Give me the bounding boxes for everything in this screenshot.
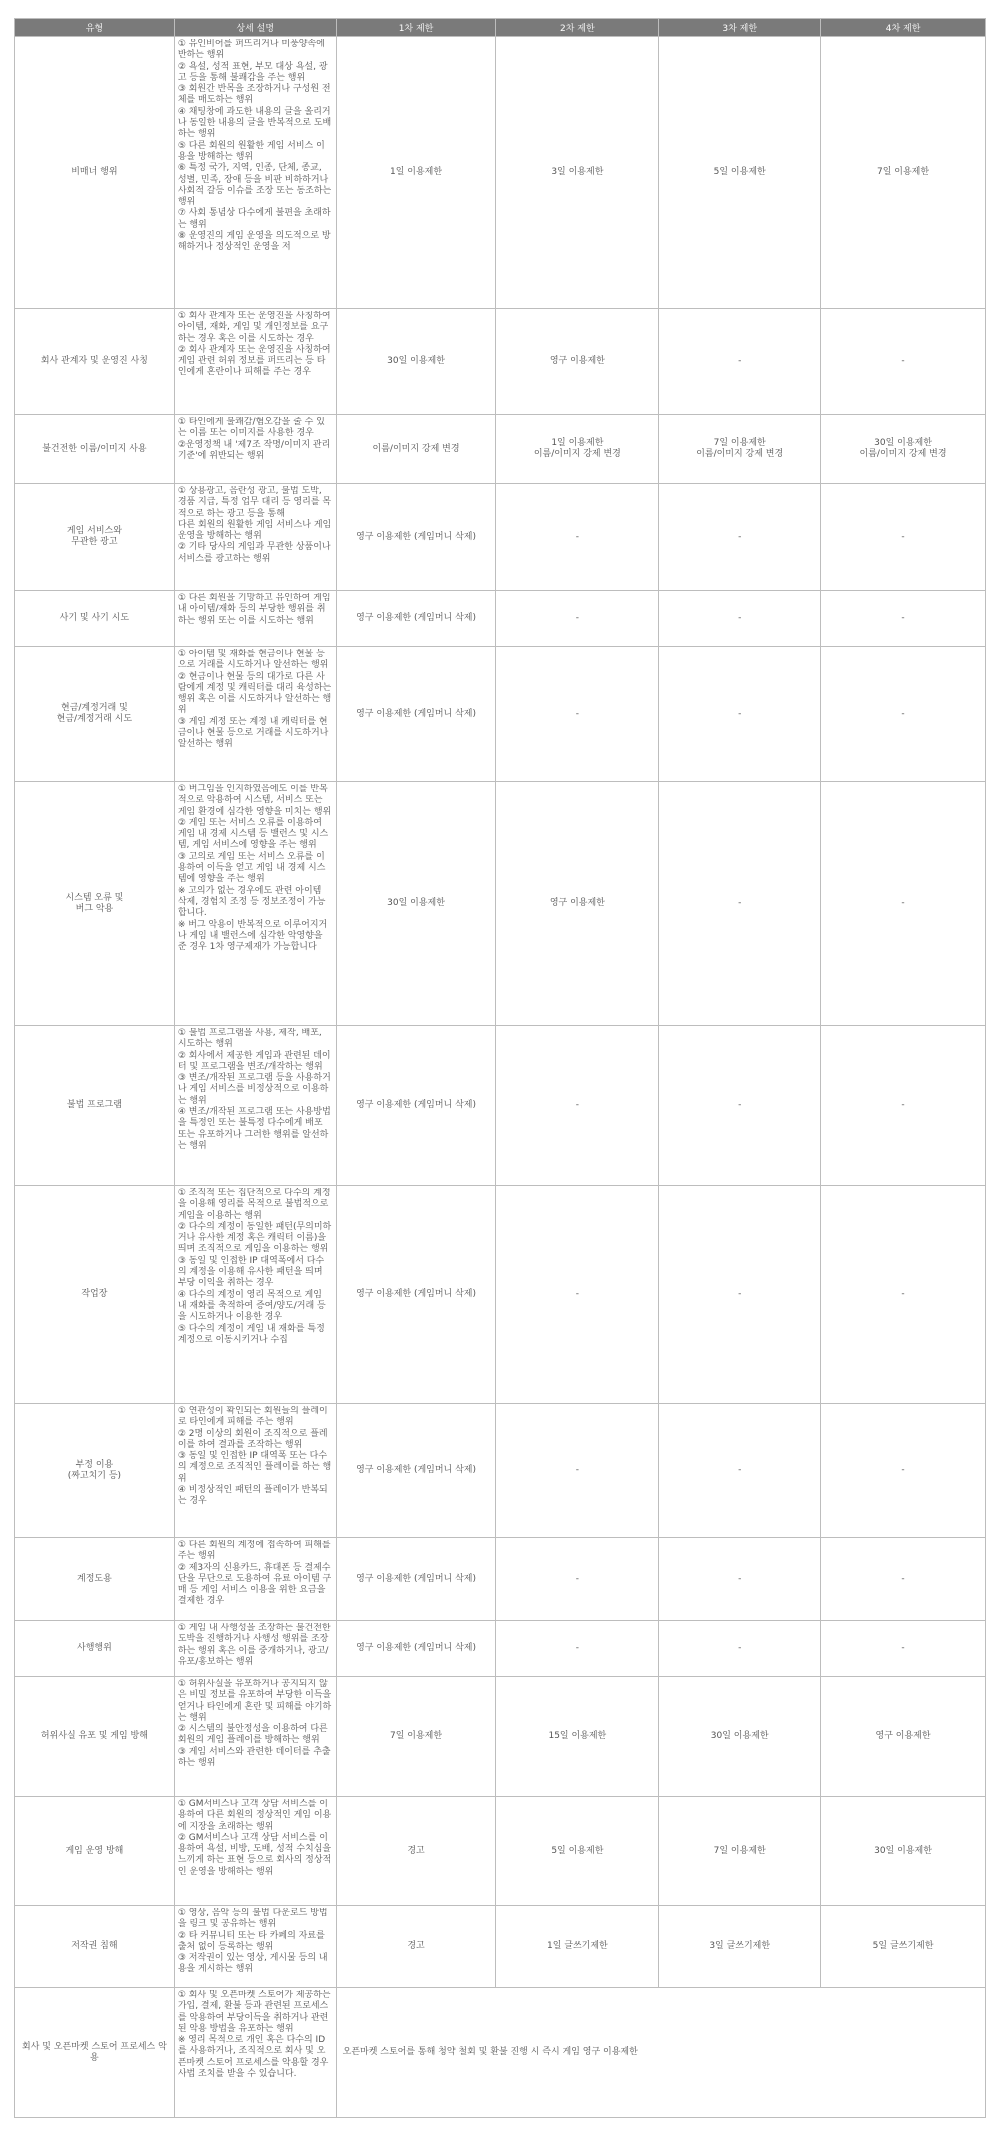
row-sanction-1: 30일 이용제한 <box>336 309 496 415</box>
row-sanction-1: 영구 이용제한 (게임머니 삭제) <box>336 591 496 647</box>
table-row <box>15 1906 986 1988</box>
row-sanction-1: 이름/이미지 강제 변경 <box>336 415 496 484</box>
table-row <box>15 782 986 1026</box>
row-sanction-4: 5일 글쓰기제한 <box>821 1906 986 1988</box>
row-sanction-3: - <box>659 484 821 591</box>
row-type: 계정도용 <box>15 1538 175 1621</box>
row-description: ① 회사 및 오픈마켓 스토어가 제공하는 가입, 결제, 환불 등과 관련된 프로세스를 악용하여 부당이득을 취하거나 관련된 악용 방법을 유포하는 행위 ※ 영리 목적으로 개인 혹은 다수의 ID를 사용하거나, 조직적으로 회사 및 오픈마켓 스토어 프로세스를 악용할 경우 사법 조치를 받을 수 있습니다. <box>177 1990 331 2080</box>
row-sanction-1: 영구 이용제한 (게임머니 삭제) <box>336 484 496 591</box>
row-description-cell <box>174 1404 336 1538</box>
header-first-sanction: 1차 제한 <box>336 19 496 37</box>
row-description-cell <box>174 1538 336 1621</box>
row-description: ① 다른 회원의 계정에 접속하여 피해를 주는 행위 ② 제3자의 신용카드, 휴대폰 등 결제수단을 무단으로 도용하여 유료 아이템 구매 등 게임 서비스 이용을 위한 요금을 결제한 경우 <box>177 1540 332 1607</box>
row-sanction-1: 영구 이용제한 (게임머니 삭제) <box>336 1404 496 1538</box>
row-type: 회사 및 오픈마켓 스토어 프로세스 악용 <box>15 1988 175 2118</box>
row-description-cell <box>174 1026 336 1186</box>
row-sanction-3: 30일 이용제한 <box>659 1677 821 1797</box>
row-description: ① 불법 프로그램을 사용, 제작, 배포, 시도하는 행위 ② 회사에서 제공한 게임과 관련된 데이터 및 프로그램을 변조/개작하는 행위 ③ 변조/개작된 프로그램 등을 사용하거나 게임 서비스를 비정상적으로 이용하는 행위 ④ 변조/개작된 프로그램 또는 사용방법을 특정인 또는 불특정 다수에게 배포 또는 유포하거나 그러한 행위를 알선하는 행위 <box>177 1028 331 1151</box>
table-row <box>15 309 986 415</box>
row-sanction-3: 7일 이용제한 이름/이미지 강제 변경 <box>659 415 821 484</box>
table-row <box>15 647 986 782</box>
row-sanction-4: - <box>821 1186 986 1404</box>
row-sanction-2: - <box>496 1404 659 1538</box>
row-description: ① GM서비스나 고객 상담 서비스를 이용하여 다른 회원의 정상적인 게임 이용에 지장을 초래하는 행위 ② GM서비스나 고객 상담 서비스를 이용하여 욕설, 비방, 도배, 성적 수치심을 느끼게 하는 표현 등으로 회사의 정상적인 운영을 방해하는 행위 <box>177 1799 332 1877</box>
table-row <box>15 1621 986 1677</box>
row-type: 회사 관계자 및 운영진 사칭 <box>15 309 175 415</box>
row-type: 불건전한 이름/이미지 사용 <box>15 415 175 484</box>
row-type: 사행행위 <box>15 1621 175 1677</box>
row-sanction-4: 30일 이용제한 이름/이미지 강제 변경 <box>821 415 986 484</box>
row-sanction-2: - <box>496 1026 659 1186</box>
row-type: 시스템 오류 및 버그 악용 <box>15 782 175 1026</box>
row-description-cell <box>174 1621 336 1677</box>
row-sanction-1: 7일 이용제한 <box>336 1677 496 1797</box>
row-sanction-3: - <box>659 309 821 415</box>
row-sanction-1: 영구 이용제한 (게임머니 삭제) <box>336 647 496 782</box>
row-sanction-2: 5일 이용제한 <box>496 1797 659 1906</box>
row-sanction-4: - <box>821 309 986 415</box>
row-sanction-2: 영구 이용제한 <box>496 309 659 415</box>
row-sanction-4: 영구 이용제한 <box>821 1677 986 1797</box>
row-sanction-1: 영구 이용제한 (게임머니 삭제) <box>336 1621 496 1677</box>
row-sanction-2: - <box>496 1186 659 1404</box>
table-row <box>15 484 986 591</box>
row-description-cell <box>174 1797 336 1906</box>
row-description-cell <box>174 647 336 782</box>
row-description-cell <box>174 37 336 309</box>
row-description: ① 연관성이 확인되는 회원들의 플레이로 타인에게 피해를 주는 행위 ② 2명 이상의 회원이 조직적으로 플레이를 하여 결과를 조작하는 행위 ③ 동일 및 인접한 IP 대역폭 또는 다수의 계정으로 조직적인 플레이를 하는 행위 ④ 비정상적인 패턴의 플레이가 반복되는 경우 <box>177 1406 332 1507</box>
row-description: ① 아이템 및 재화를 현금이나 현물 등으로 거래를 시도하거나 알선하는 행위 ② 현금이나 현물 등의 대가로 다른 사람에게 계정 및 캐릭터를 대리 육성하는 행위 혹은 이를 시도하거나 알선하는 행위 ③ 게임 계정 또는 계정 내 캐릭터를 현금이나 현물 등으로 거래를 시도하거나 알선하는 행위 <box>177 649 332 750</box>
row-sanction-3: 5일 이용제한 <box>659 37 821 309</box>
sanction-policy-table <box>14 18 986 2118</box>
row-type: 불법 프로그램 <box>15 1026 175 1186</box>
row-type: 현금/계정거래 및 현금/계정거래 시도 <box>15 647 175 782</box>
row-description: ① 게임 내 사행성을 조장하는 불건전한 도박을 진행하거나 사행성 행위를 조장하는 행위 혹은 이를 중개하거나, 광고/유포/홍보하는 행위 <box>177 1623 331 1667</box>
row-description-cell <box>174 1906 336 1988</box>
row-sanction-3: - <box>659 1186 821 1404</box>
row-description: ① 상용광고, 음란성 광고, 불법 도박, 경품 지급, 특정 업무 대리 등 영리를 목적으로 하는 광고 등을 통해 다른 회원의 원활한 게임 서비스나 게임 운영을 방해하는 행위 ② 기타 당사의 게임과 무관한 상품이나 서비스를 광고하는 행위 <box>177 486 332 564</box>
row-sanction-4: - <box>821 1404 986 1538</box>
row-description-cell <box>174 1186 336 1404</box>
row-sanction-3: 3일 글쓰기제한 <box>659 1906 821 1988</box>
table-body <box>15 37 986 2118</box>
row-sanction-1: 30일 이용제한 <box>336 782 496 1026</box>
row-type: 사기 및 사기 시도 <box>15 591 175 647</box>
header-fourth-sanction: 4차 제한 <box>821 19 986 37</box>
row-sanction-4: - <box>821 484 986 591</box>
row-description-cell <box>174 782 336 1026</box>
row-sanction-1: 1일 이용제한 <box>336 37 496 309</box>
row-description-cell <box>174 1677 336 1797</box>
row-sanction-3: 7일 이용제한 <box>659 1797 821 1906</box>
row-sanction-4: 30일 이용제한 <box>821 1797 986 1906</box>
table-row <box>15 1186 986 1404</box>
row-sanction-3: - <box>659 1404 821 1538</box>
table-row <box>15 37 986 309</box>
row-sanction-1: 경고 <box>336 1797 496 1906</box>
row-description: ① 버그임을 인지하였음에도 이를 반복적으로 악용하여 시스템, 서비스 또는 게임 환경에 심각한 영향을 미치는 행위 ② 게임 또는 서비스 오류를 이용하여 게임 내 경제 시스템 등 밸런스 및 시스템, 게임 서비스에 영향을 주는 행위 ③ 고의로 게임 또는 서비스 오류를 이용하여 이득을 얻고 게임 내 경제 시스템에 영향을 주는 행위 ※ 고의가 없는 경우에도 관련 아이템 삭제, 경험치 조정 등 정보조정이 가능합니다. ※ 버그 악용이 반복적으로 이루어지거나 게임 내 밸런스에 심각한 악영향을 준 경우 1차 영구제재가 가능합니다 <box>177 784 332 953</box>
row-sanction-4: - <box>821 1026 986 1186</box>
row-description: ① 회사 관계자 또는 운영진을 사칭하여 아이템, 재화, 게임 및 개인정보를 요구하는 경우 혹은 이를 시도하는 경우 ② 회사 관계자 또는 운영진을 사칭하여 게임 관련 허위 정보를 퍼뜨리는 등 타인에게 혼란이나 피해를 주는 경우 <box>177 311 331 378</box>
row-type: 게임 서비스와 무관한 광고 <box>15 484 175 591</box>
row-sanction-merged: 오픈마켓 스토어를 통해 청약 철회 및 환불 진행 시 즉시 게임 영구 이용제한 <box>336 1988 985 2118</box>
row-sanction-3: - <box>659 591 821 647</box>
row-sanction-1: 영구 이용제한 (게임머니 삭제) <box>336 1186 496 1404</box>
row-sanction-4: - <box>821 1538 986 1621</box>
table-row <box>15 1538 986 1621</box>
row-description-cell <box>174 415 336 484</box>
table-row <box>15 1026 986 1186</box>
row-description: ① 다른 회원을 기망하고 유인하여 게임 내 아이템/재화 등의 부당한 행위를 취하는 행위 또는 이를 시도하는 행위 <box>177 593 331 626</box>
row-description-cell <box>174 484 336 591</box>
table-row <box>15 1988 986 2118</box>
row-sanction-3: - <box>659 647 821 782</box>
row-type: 비매너 행위 <box>15 37 175 309</box>
table-row <box>15 1797 986 1906</box>
row-description: ① 타인에게 불쾌감/혐오감을 줄 수 있는 이름 또는 이미지를 사용한 경우 ②운영정책 내 '제7조 작명/이미지 관리기준'에 위반되는 행위 <box>177 417 331 461</box>
row-sanction-4: - <box>821 782 986 1026</box>
row-description-cell <box>174 309 336 415</box>
row-sanction-3: - <box>659 1026 821 1186</box>
table-row <box>15 415 986 484</box>
header-second-sanction: 2차 제한 <box>496 19 659 37</box>
row-description: ① 허위사실을 유포하거나 공지되지 않은 비밀 정보를 유포하여 부당한 이득을 얻거나 타인에게 혼란 및 피해를 야기하는 행위 ② 시스템의 불안정성을 이용하여 다른 회원의 게임 플레이를 방해하는 행위 ③ 게임 서비스와 관련한 데이터를 추출하는 행위 <box>177 1679 332 1769</box>
row-sanction-2: 1일 이용제한 이름/이미지 강제 변경 <box>496 415 659 484</box>
row-type: 부정 이용 (짜고치기 등) <box>15 1404 175 1538</box>
row-type: 작업장 <box>15 1186 175 1404</box>
row-type: 게임 운영 방해 <box>15 1797 175 1906</box>
header-third-sanction: 3차 제한 <box>659 19 821 37</box>
header-description: 상세 설명 <box>174 19 336 37</box>
row-sanction-2: 15일 이용제한 <box>496 1677 659 1797</box>
row-sanction-2: - <box>496 1621 659 1677</box>
row-sanction-2: 1일 글쓰기제한 <box>496 1906 659 1988</box>
row-type: 저작권 침해 <box>15 1906 175 1988</box>
row-sanction-3: - <box>659 782 821 1026</box>
row-sanction-2: 영구 이용제한 <box>496 782 659 1026</box>
row-sanction-3: - <box>659 1538 821 1621</box>
table-row <box>15 591 986 647</box>
header-type: 유형 <box>15 19 175 37</box>
table-header-row <box>15 19 986 37</box>
row-sanction-4: - <box>821 647 986 782</box>
table-row <box>15 1677 986 1797</box>
row-sanction-4: - <box>821 1621 986 1677</box>
row-sanction-3: - <box>659 1621 821 1677</box>
row-sanction-4: 7일 이용제한 <box>821 37 986 309</box>
row-sanction-2: - <box>496 1538 659 1621</box>
row-sanction-1: 영구 이용제한 (게임머니 삭제) <box>336 1538 496 1621</box>
row-description-cell <box>174 1988 336 2118</box>
table-row <box>15 1404 986 1538</box>
policy-table-wrapper <box>14 18 986 2118</box>
row-sanction-2: - <box>496 647 659 782</box>
row-sanction-2: 3일 이용제한 <box>496 37 659 309</box>
row-description: ① 조직적 또는 집단적으로 다수의 계정을 이용해 영리를 목적으로 불법적으로 게임을 이용하는 행위 ② 다수의 계정이 동일한 패턴(무의미하거나 유사한 계정 혹은 캐릭터 이름)을 띄며 조직적으로 게임을 이용하는 행위 ③ 동일 및 인접한 IP 대역폭에서 다수의 계정을 이용해 유사한 패턴을 띄며 부당 이익을 취하는 경우 ④ 다수의 계정이 영리 목적으로 게임 내 재화를 축적하여 증여/양도/거래 등을 시도하거나 이용한 경우 ⑤ 다수의 계정이 게임 내 재화를 특정 계정으로 이동시키거나 수집 <box>177 1188 332 1345</box>
row-description: ① 유인비어를 퍼뜨리거나 미풍양속에 반하는 행위 ② 욕설, 성적 표현, 부모 대상 욕설, 광고 등을 통해 불쾌감을 주는 행위 ③ 회원간 반목을 조장하거나 구성원 전체를 매도하는 행위 ④ 채팅창에 과도한 내용의 글을 올리거나 동일한 내용의 글을 반복적으로 도배하는 행위 ⑤ 다른 회원의 원활한 게임 서비스 이용을 방해하는 행위 ⑥ 특정 국가, 지역, 인종, 단체, 종교, 성별, 민족, 장애 등을 비판 비하하거나 사회적 갈등 이슈를 조장 또는 동조하는 행위 ⑦ 사회 통념상 다수에게 불편을 초래하는 행위 ⑧ 운영진의 게임 운영을 의도적으로 방해하거나 정상적인 운영을 저 <box>177 39 332 253</box>
row-sanction-2: - <box>496 591 659 647</box>
row-sanction-1: 영구 이용제한 (게임머니 삭제) <box>336 1026 496 1186</box>
row-description: ① 영상, 음악 등의 불법 다운로드 방법을 링크 및 공유하는 행위 ② 타 커뮤니티 또는 타 카페의 자료를 출처 없이 등록하는 행위 ③ 저작권이 있는 영상, 게시물 등의 내용을 게시하는 행위 <box>177 1908 328 1975</box>
row-description-cell <box>174 591 336 647</box>
row-sanction-1: 경고 <box>336 1906 496 1988</box>
row-sanction-4: - <box>821 591 986 647</box>
row-sanction-2: - <box>496 484 659 591</box>
row-type: 허위사실 유포 및 게임 방해 <box>15 1677 175 1797</box>
